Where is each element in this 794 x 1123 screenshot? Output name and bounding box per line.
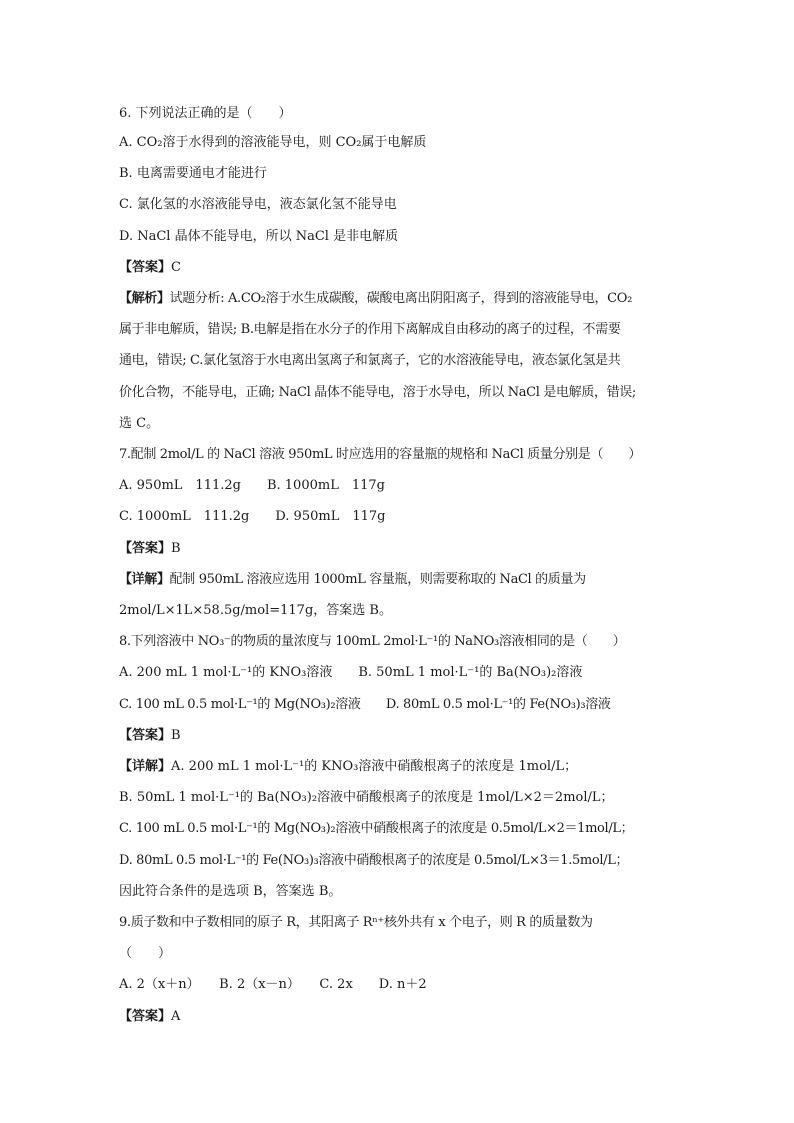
q6-analysis-line: 选 C。 — [119, 416, 160, 431]
q8-answer: 【答案】B — [119, 728, 181, 743]
q6-option-b: B. 电离需要通电才能进行 — [119, 166, 267, 181]
q9-answer: 【答案】A — [119, 1009, 181, 1024]
q6-option-a: A. CO₂溶于水得到的溶液能导电，则 CO₂属于电解质 — [119, 135, 427, 150]
q6-analysis-line: 通电，错误; C.氯化氢溶于水电离出氢离子和氯离子，它的水溶液能导电，液态氯化氢是共 — [119, 353, 621, 368]
q8-detail-line: 【详解】A. 200 mL 1 mol·L⁻¹的 KNO₃溶液中硝酸根离子的浓度是 1mol/L； — [119, 759, 578, 774]
q6-analysis-line: 价化合物，不能导电，正确; NaCl 晶体不能导电，溶于水导电，所以 NaCl 是电解质，错误; — [119, 385, 636, 400]
q9-stem-blank: （ ） — [119, 946, 172, 961]
q7-stem: 7.配制 2mol/L 的 NaCl 溶液 950mL 时应选用的容量瓶的规格和 NaCl 质量分别是（ ） — [119, 447, 642, 462]
q6-option-d: D. NaCl 晶体不能导电，所以 NaCl 是非电解质 — [119, 229, 399, 244]
q9-options: A. 2（x＋n） B. 2（x－n） C. 2x D. n＋2 — [119, 977, 427, 992]
q7-options-cd: C. 1000mL 111.2g D. 950mL 117g — [119, 509, 386, 524]
q7-detail-line: 2mol/L×1L×58.5g/mol=117g，答案选 B。 — [119, 603, 392, 618]
q7-options-ab: A. 950mL 111.2g B. 1000mL 117g — [119, 478, 385, 493]
q8-detail-line: C. 100 mL 0.5 mol·L⁻¹的 Mg(NO₃)₂溶液中硝酸根离子的浓度是 0.5mol/L×2＝1mol/L； — [119, 821, 634, 836]
q8-detail-line: 因此符合条件的是选项 B，答案选 B。 — [119, 884, 342, 899]
q8-stem: 8.下列溶液中 NO₃⁻的物质的量浓度与 100mL 2mol·L⁻¹的 NaNO₃溶液相同的是（ ） — [119, 634, 626, 649]
q6-option-c: C. 氯化氢的水溶液能导电，液态氯化氢不能导电 — [119, 197, 397, 212]
q8-detail-line: D. 80mL 0.5 mol·L⁻¹的 Fe(NO₃)₃溶液中硝酸根离子的浓度是 0.5mol/L×3＝1.5mol/L； — [119, 853, 629, 868]
q8-detail-line: B. 50mL 1 mol·L⁻¹的 Ba(NO₃)₂溶液中硝酸根离子的浓度是 1mol/L×2＝2mol/L； — [119, 790, 614, 805]
q8-options-cd: C. 100 mL 0.5 mol·L⁻¹的 Mg(NO₃)₂溶液 D. 80mL 0.5 mol·L⁻¹的 Fe(NO₃)₃溶液 — [119, 697, 611, 712]
q6-analysis-line: 【解析】试题分析: A.CO₂溶于水生成碳酸，碳酸电离出阴阳离子，得到的溶液能导电，CO₂ — [119, 291, 632, 306]
q6-analysis-line: 属于非电解质，错误; B.电解是指在水分子的作用下离解成自由移动的离子的过程，不需要 — [119, 322, 621, 337]
q7-detail-line: 【详解】配制 950mL 溶液应选用 1000mL 容量瓶，则需要称取的 NaCl 的质量为 — [119, 572, 586, 587]
q8-options-ab: A. 200 mL 1 mol·L⁻¹的 KNO₃溶液 B. 50mL 1 mol·L⁻¹的 Ba(NO₃)₂溶液 — [119, 665, 583, 680]
q6-stem: 6. 下列说法正确的是（ ） — [119, 106, 292, 121]
q6-answer: 【答案】C — [119, 260, 181, 275]
q7-answer: 【答案】B — [119, 541, 181, 556]
q9-stem: 9.质子数和中子数相同的原子 R，其阳离子 Rⁿ⁺核外共有 x 个电子，则 R 的质量数为 — [119, 915, 593, 930]
